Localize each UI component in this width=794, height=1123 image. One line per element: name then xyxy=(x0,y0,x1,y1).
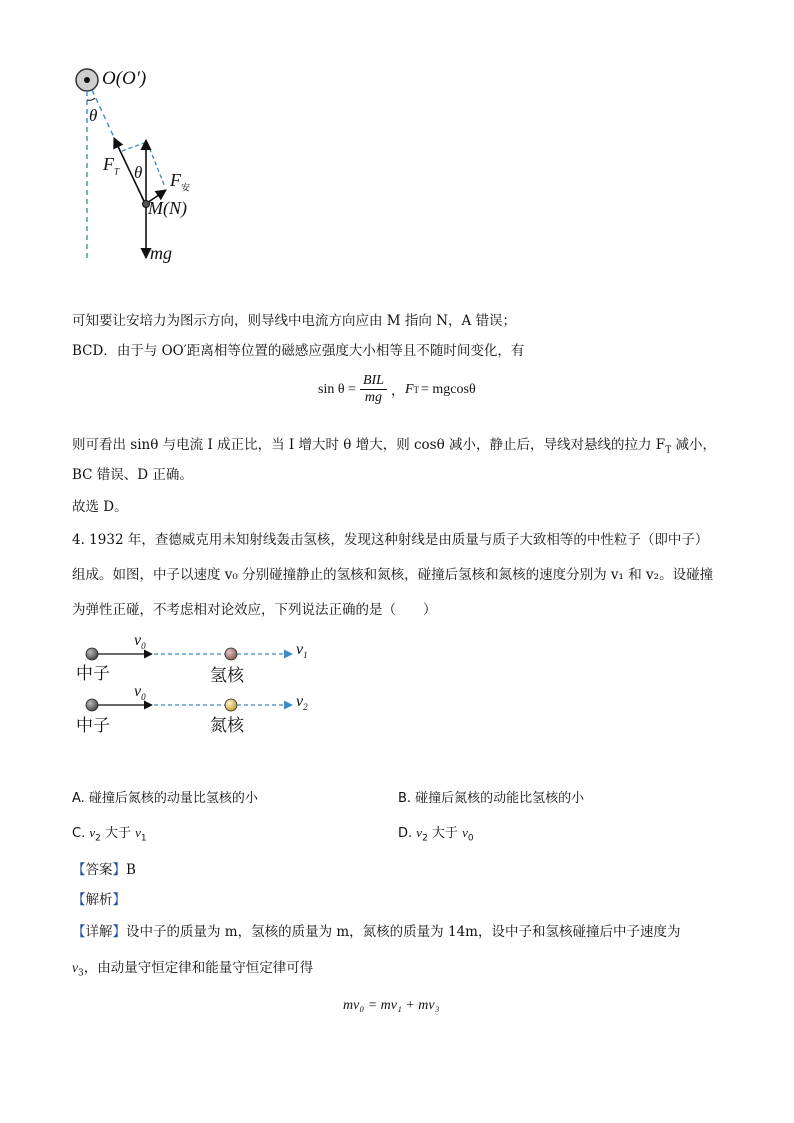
formula-sin-theta: sin θ = BIL mg ， F T = mgcosθ xyxy=(318,373,476,405)
option-b: B. 碰撞后氮核的动能比氢核的小 xyxy=(398,791,585,806)
ampere-force-label: $F_安$ xyxy=(170,170,191,193)
nitrogen-ball xyxy=(225,699,237,711)
v0-label-2: $v_0$ xyxy=(134,683,146,703)
pivot-label: O(O′) xyxy=(102,68,147,89)
text-line-3: 则可看出 sinθ 与电流 I 成正比，当 I 增大时 θ 增大，则 cosθ 减小，静止后，导线对悬线的拉力 $F_T$ 减小， xyxy=(72,437,716,456)
neutron-label-2: 中子 xyxy=(76,716,110,736)
tension-label: $F_T$ xyxy=(103,154,120,177)
option-c: C. $v_2$ 大于 $v_1$ xyxy=(72,825,147,844)
text-line-2: BCD．由于与 OO′距离相等位置的磁感应强度大小相等且不随时间变化，有 xyxy=(72,343,525,359)
point-label: M(N) xyxy=(148,198,187,218)
neutron-ball-2 xyxy=(86,699,98,711)
option-a: A. 碰撞后氮核的动量比氢核的小 xyxy=(72,791,258,806)
text-line-1: 可知要让安培力为图示方向，则导线中电流方向应由 M 指向 N，A 错误； xyxy=(72,313,517,329)
question-line-1: 4. 1932 年，查德威克用未知射线轰击氢核，发现这种射线是由质量与质子大致相等的中性粒子（即中子） xyxy=(72,532,709,548)
text-line-5: 故选 D。 xyxy=(72,499,128,515)
analysis-heading: 【解析】 xyxy=(72,892,126,908)
text-line-4: BC 错误、D 正确。 xyxy=(72,467,193,483)
option-d: D. $v_2$ 大于 $v_0$ xyxy=(398,825,474,844)
hydrogen-ball xyxy=(225,648,237,660)
v0-label-1: $v_0$ xyxy=(134,632,146,652)
answer-line: 【答案】B xyxy=(72,862,136,878)
question-line-3: 为弹性正碰，不考虑相对论效应，下列说法正确的是（ ） xyxy=(72,602,437,618)
theta-mid-label: θ xyxy=(134,163,143,182)
theta-top-label: θ xyxy=(89,106,98,125)
detail-line-2: $v_3$，由动量守恒定律和能量守恒定律可得 xyxy=(72,960,314,979)
gravity-label: mg xyxy=(150,243,172,263)
momentum-formula: mv₀ = mv₁ + mv₃ xyxy=(343,998,440,1013)
detail-line-1: 【详解】设中子的质量为 m，氢核的质量为 m，氮核的质量为 14m，设中子和氢核碰撞后中子速度为 xyxy=(72,924,681,940)
hydrogen-label: 氢核 xyxy=(210,666,244,686)
v2-label: $v_2$ xyxy=(296,693,308,713)
nitrogen-label: 氮核 xyxy=(210,716,244,736)
neutron-label-1: 中子 xyxy=(76,664,110,684)
v1-label: $v_1$ xyxy=(296,641,308,661)
question-line-2: 组成。如图，中子以速度 v₀ 分别碰撞静止的氢核和氮核，碰撞后氢核和氮核的速度分别为 v₁ 和 v₂。设碰撞 xyxy=(72,567,714,583)
